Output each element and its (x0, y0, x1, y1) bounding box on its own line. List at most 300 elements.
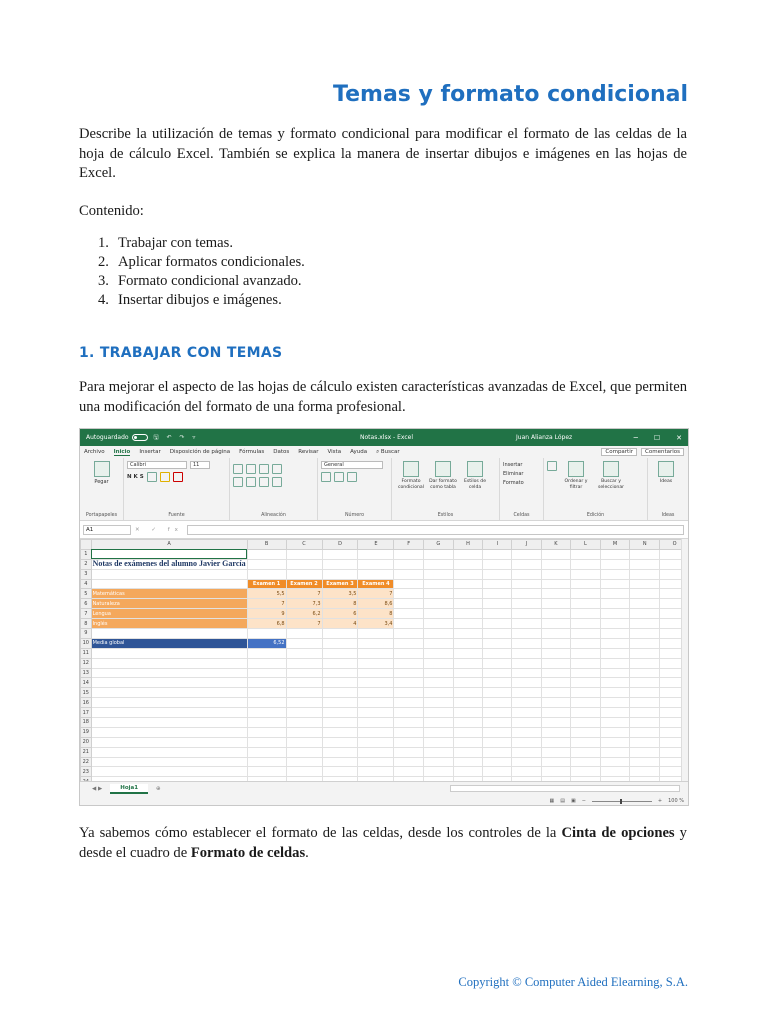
cell[interactable] (453, 767, 483, 777)
cell[interactable] (423, 559, 453, 569)
cell[interactable] (630, 559, 660, 569)
row-header[interactable]: 19 (81, 727, 92, 737)
zoom-in-icon[interactable]: + (657, 798, 663, 804)
cell[interactable] (483, 718, 512, 728)
cell[interactable] (91, 569, 247, 579)
table-row[interactable] (81, 757, 690, 767)
cell[interactable] (91, 767, 247, 777)
cell[interactable] (394, 579, 423, 589)
cell[interactable] (630, 579, 660, 589)
score-cell[interactable]: 7 (247, 599, 286, 609)
cell[interactable] (247, 698, 286, 708)
cell[interactable] (571, 757, 600, 767)
tab-disposicion[interactable]: Disposición de página (169, 449, 231, 455)
cell[interactable] (571, 727, 600, 737)
row-header[interactable]: 12 (81, 658, 92, 668)
cell[interactable] (512, 609, 541, 619)
cell[interactable] (286, 569, 322, 579)
cell[interactable] (423, 737, 453, 747)
fill-color-icon[interactable] (160, 472, 170, 482)
cell[interactable] (423, 629, 453, 639)
subject-cell[interactable]: Lengua (91, 609, 247, 619)
cell[interactable] (423, 708, 453, 718)
column-header[interactable]: F (394, 540, 423, 550)
cell[interactable] (358, 727, 394, 737)
cell[interactable] (247, 688, 286, 698)
cell[interactable] (571, 569, 600, 579)
cell[interactable] (600, 609, 630, 619)
row-header[interactable]: 8 (81, 619, 92, 629)
sheet-tab-hoja1[interactable]: Hoja1 (110, 784, 148, 794)
cell[interactable] (286, 757, 322, 767)
cell[interactable] (483, 747, 512, 757)
cell[interactable] (394, 569, 423, 579)
cell[interactable] (358, 747, 394, 757)
cell[interactable] (571, 718, 600, 728)
row-header[interactable]: 17 (81, 708, 92, 718)
cell[interactable] (358, 767, 394, 777)
cell[interactable] (322, 737, 358, 747)
cell[interactable] (512, 549, 541, 559)
table-row[interactable] (81, 619, 690, 629)
cell[interactable] (512, 668, 541, 678)
cell[interactable] (91, 737, 247, 747)
cell[interactable] (423, 619, 453, 629)
cell[interactable] (423, 747, 453, 757)
cell[interactable] (286, 708, 322, 718)
score-cell[interactable]: 5,5 (247, 589, 286, 599)
cell[interactable] (394, 747, 423, 757)
tab-datos[interactable]: Datos (273, 449, 290, 455)
find-select-button[interactable]: Buscar y seleccionar (595, 461, 627, 490)
cell[interactable] (541, 569, 571, 579)
cell[interactable] (630, 757, 660, 767)
cell[interactable] (358, 708, 394, 718)
spreadsheet-grid[interactable] (80, 539, 689, 787)
cell[interactable] (358, 629, 394, 639)
table-row[interactable] (81, 579, 690, 589)
cell[interactable] (630, 678, 660, 688)
name-box[interactable]: A1 (83, 525, 131, 535)
cell[interactable] (322, 569, 358, 579)
formula-input[interactable] (187, 525, 684, 535)
score-cell[interactable]: 3,4 (358, 619, 394, 629)
row-header[interactable]: 20 (81, 737, 92, 747)
cell[interactable] (512, 718, 541, 728)
cell[interactable] (600, 688, 630, 698)
cell[interactable] (630, 698, 660, 708)
score-cell[interactable]: 8 (358, 609, 394, 619)
cell[interactable] (394, 767, 423, 777)
cell[interactable] (512, 658, 541, 668)
cell[interactable] (453, 658, 483, 668)
tab-inicio[interactable]: Inicio (113, 448, 131, 455)
table-row[interactable] (81, 708, 690, 718)
cell[interactable] (394, 629, 423, 639)
cell[interactable] (453, 747, 483, 757)
minimize-icon[interactable]: ─ (633, 433, 638, 442)
cell[interactable] (423, 718, 453, 728)
cell[interactable] (541, 549, 571, 559)
cell[interactable] (286, 549, 322, 559)
cell[interactable] (483, 569, 512, 579)
cell[interactable] (358, 658, 394, 668)
add-sheet-icon[interactable]: ⊕ (156, 785, 161, 792)
table-row[interactable] (81, 559, 690, 569)
comments-button[interactable]: Comentarios (641, 448, 684, 456)
cell[interactable] (423, 569, 453, 579)
exam-header-cell[interactable]: Examen 2 (286, 579, 322, 589)
autosave-toggle-icon[interactable] (132, 434, 148, 441)
zoom-slider[interactable] (592, 801, 652, 802)
cell[interactable] (394, 727, 423, 737)
tab-revisar[interactable]: Revisar (298, 449, 319, 455)
number-format-select[interactable]: General (321, 461, 383, 469)
cell[interactable] (630, 619, 660, 629)
cell[interactable] (512, 638, 541, 648)
cell[interactable] (247, 747, 286, 757)
row-header[interactable]: 10 (81, 638, 92, 648)
table-row[interactable] (81, 569, 690, 579)
column-header[interactable]: K (541, 540, 571, 550)
cell[interactable] (453, 688, 483, 698)
column-header[interactable]: H (453, 540, 483, 550)
cell[interactable] (91, 678, 247, 688)
table-row[interactable] (81, 727, 690, 737)
cell[interactable] (394, 688, 423, 698)
cell[interactable] (453, 549, 483, 559)
cell[interactable] (394, 757, 423, 767)
paste-icon[interactable] (94, 461, 110, 477)
cell[interactable] (358, 638, 394, 648)
tab-vista[interactable]: Vista (327, 449, 342, 455)
font-color-icon[interactable] (173, 472, 183, 482)
cell[interactable] (358, 678, 394, 688)
cell[interactable] (630, 589, 660, 599)
cell[interactable] (322, 708, 358, 718)
cell[interactable] (630, 569, 660, 579)
cell[interactable] (483, 599, 512, 609)
row-header[interactable]: 14 (81, 678, 92, 688)
user-name[interactable]: Juan Alianza López (516, 434, 573, 441)
cell[interactable] (247, 737, 286, 747)
cell[interactable] (286, 629, 322, 639)
cell[interactable] (483, 737, 512, 747)
page-layout-icon[interactable]: ▤ (560, 798, 565, 804)
cell[interactable] (541, 767, 571, 777)
align-right-icon[interactable] (259, 477, 269, 487)
cell[interactable] (286, 737, 322, 747)
column-header[interactable]: E (358, 540, 394, 550)
column-header[interactable]: A (91, 540, 247, 550)
cell[interactable] (541, 718, 571, 728)
cell[interactable] (630, 609, 660, 619)
cell[interactable] (571, 599, 600, 609)
merge-icon[interactable] (272, 477, 282, 487)
exam-header-cell[interactable]: Examen 4 (358, 579, 394, 589)
row-header[interactable]: 3 (81, 569, 92, 579)
cell[interactable] (600, 737, 630, 747)
media-value-cell[interactable]: 6,52 (247, 638, 286, 648)
paste-button[interactable]: Pegar (94, 479, 109, 485)
cell[interactable] (91, 688, 247, 698)
cell[interactable] (394, 549, 423, 559)
cell[interactable] (358, 688, 394, 698)
border-icon[interactable] (147, 472, 157, 482)
row-header[interactable]: 1 (81, 549, 92, 559)
cell[interactable] (322, 668, 358, 678)
table-row[interactable] (81, 589, 690, 599)
cell[interactable] (512, 559, 541, 569)
cell[interactable] (512, 727, 541, 737)
cell[interactable] (247, 668, 286, 678)
row-header[interactable]: 11 (81, 648, 92, 658)
autosum-icon[interactable] (547, 461, 557, 471)
autosave[interactable]: Autoguardado (86, 434, 148, 441)
cell[interactable] (453, 629, 483, 639)
cell[interactable] (91, 727, 247, 737)
column-header[interactable]: C (286, 540, 322, 550)
cell[interactable] (322, 767, 358, 777)
cell[interactable] (512, 629, 541, 639)
cell[interactable] (322, 727, 358, 737)
cell[interactable] (453, 668, 483, 678)
exam-header-cell[interactable]: Examen 1 (247, 579, 286, 589)
ideas-button[interactable]: Ideas (651, 461, 681, 485)
cell[interactable] (453, 619, 483, 629)
cell[interactable] (423, 579, 453, 589)
cell[interactable] (512, 569, 541, 579)
cell[interactable] (541, 619, 571, 629)
cell[interactable] (483, 579, 512, 589)
cell[interactable] (483, 727, 512, 737)
cell[interactable] (600, 569, 630, 579)
cell[interactable] (571, 629, 600, 639)
cell[interactable] (512, 579, 541, 589)
table-row[interactable] (81, 737, 690, 747)
cell[interactable] (423, 638, 453, 648)
subject-cell[interactable]: Matemáticas (91, 589, 247, 599)
cell[interactable] (541, 688, 571, 698)
cell[interactable] (571, 579, 600, 589)
cell[interactable] (358, 737, 394, 747)
cell[interactable] (394, 718, 423, 728)
cell[interactable] (512, 648, 541, 658)
cell[interactable] (453, 757, 483, 767)
sheet-body[interactable] (81, 549, 690, 786)
exam-header-cell[interactable]: Examen 3 (322, 579, 358, 589)
cell[interactable] (453, 737, 483, 747)
normal-view-icon[interactable]: ▦ (549, 798, 555, 804)
cell[interactable] (394, 737, 423, 747)
column-header[interactable]: M (600, 540, 630, 550)
page-break-icon[interactable]: ▣ (570, 798, 576, 804)
maximize-icon[interactable]: ☐ (653, 433, 661, 442)
cell[interactable] (512, 747, 541, 757)
cell[interactable] (483, 629, 512, 639)
cell[interactable] (571, 737, 600, 747)
cell[interactable] (600, 708, 630, 718)
cell[interactable] (541, 757, 571, 767)
cell[interactable] (394, 589, 423, 599)
cell[interactable] (512, 688, 541, 698)
cell[interactable] (600, 718, 630, 728)
cell[interactable] (483, 589, 512, 599)
cell[interactable] (394, 708, 423, 718)
cell[interactable] (91, 698, 247, 708)
cell[interactable] (453, 678, 483, 688)
cell[interactable] (571, 549, 600, 559)
cell[interactable] (453, 727, 483, 737)
cell[interactable] (571, 678, 600, 688)
cell[interactable] (394, 678, 423, 688)
font-size-select[interactable]: 11 (190, 461, 210, 469)
score-cell[interactable]: 9 (247, 609, 286, 619)
cell[interactable] (322, 747, 358, 757)
close-icon[interactable]: ✕ (676, 433, 682, 442)
cell[interactable] (600, 767, 630, 777)
cell[interactable] (358, 569, 394, 579)
cell[interactable] (91, 668, 247, 678)
cell[interactable] (322, 718, 358, 728)
cell[interactable] (630, 549, 660, 559)
cell[interactable] (91, 658, 247, 668)
cell[interactable] (453, 708, 483, 718)
cell[interactable] (571, 648, 600, 658)
cell[interactable] (322, 638, 358, 648)
cell[interactable] (247, 549, 286, 559)
cell[interactable] (483, 638, 512, 648)
cell[interactable] (91, 629, 247, 639)
tab-archivo[interactable]: Archivo (84, 449, 105, 455)
horizontal-scrollbar[interactable] (450, 785, 680, 792)
cell[interactable] (394, 638, 423, 648)
cell[interactable] (322, 688, 358, 698)
tab-insertar[interactable]: Insertar (139, 449, 161, 455)
cell[interactable] (512, 757, 541, 767)
row-header[interactable]: 21 (81, 747, 92, 757)
cell[interactable] (453, 648, 483, 658)
cell[interactable] (512, 767, 541, 777)
cell[interactable] (630, 727, 660, 737)
cell[interactable] (91, 579, 247, 589)
cell[interactable] (423, 688, 453, 698)
score-cell[interactable]: 7 (286, 589, 322, 599)
cell[interactable] (571, 658, 600, 668)
cell[interactable] (286, 648, 322, 658)
cell[interactable] (322, 757, 358, 767)
cell[interactable] (322, 559, 358, 569)
align-top-icon[interactable] (233, 464, 243, 474)
cell[interactable] (247, 559, 286, 569)
score-cell[interactable]: 6,2 (286, 609, 322, 619)
cell[interactable] (286, 658, 322, 668)
tab-formulas[interactable]: Fórmulas (239, 449, 265, 455)
cell[interactable] (600, 747, 630, 757)
tab-ayuda[interactable]: Ayuda (350, 449, 368, 455)
column-header[interactable]: J (512, 540, 541, 550)
cell[interactable] (541, 559, 571, 569)
cell[interactable] (571, 589, 600, 599)
cell[interactable] (247, 727, 286, 737)
cell[interactable] (453, 579, 483, 589)
row-header[interactable]: 23 (81, 767, 92, 777)
cell[interactable] (630, 638, 660, 648)
cell[interactable] (247, 757, 286, 767)
cell[interactable] (247, 678, 286, 688)
cell[interactable] (600, 648, 630, 658)
row-header[interactable]: 6 (81, 599, 92, 609)
cell[interactable] (286, 727, 322, 737)
cell[interactable] (91, 747, 247, 757)
cell[interactable] (358, 718, 394, 728)
cell[interactable] (541, 658, 571, 668)
cell[interactable] (358, 648, 394, 658)
insert-cells-button[interactable]: Insertar (503, 462, 523, 468)
cell[interactable] (512, 599, 541, 609)
cell[interactable] (453, 638, 483, 648)
cell[interactable] (600, 658, 630, 668)
cell[interactable] (247, 629, 286, 639)
score-cell[interactable]: 8 (322, 599, 358, 609)
cell[interactable] (483, 549, 512, 559)
cell[interactable] (483, 698, 512, 708)
cell[interactable] (571, 619, 600, 629)
cell[interactable] (394, 668, 423, 678)
cell[interactable] (483, 668, 512, 678)
cell[interactable] (512, 737, 541, 747)
cell[interactable] (423, 727, 453, 737)
share-button[interactable]: Compartir (601, 448, 637, 456)
align-middle-icon[interactable] (246, 464, 256, 474)
cell[interactable] (630, 718, 660, 728)
cell[interactable] (600, 678, 630, 688)
cell[interactable] (91, 549, 247, 559)
cell[interactable] (423, 678, 453, 688)
cell[interactable] (453, 698, 483, 708)
score-cell[interactable]: 3,5 (322, 589, 358, 599)
column-header[interactable]: B (247, 540, 286, 550)
table-row[interactable] (81, 609, 690, 619)
cell[interactable] (247, 648, 286, 658)
score-cell[interactable]: 7 (286, 619, 322, 629)
cell[interactable] (322, 648, 358, 658)
cell[interactable] (541, 579, 571, 589)
cell[interactable] (423, 757, 453, 767)
cell[interactable] (286, 688, 322, 698)
score-cell[interactable]: 8,6 (358, 599, 394, 609)
row-header[interactable]: 4 (81, 579, 92, 589)
table-row[interactable] (81, 599, 690, 609)
cell[interactable] (394, 658, 423, 668)
cell[interactable] (483, 609, 512, 619)
cell[interactable] (358, 559, 394, 569)
cell[interactable] (512, 678, 541, 688)
cell[interactable] (394, 609, 423, 619)
cell[interactable] (630, 648, 660, 658)
cell[interactable] (630, 737, 660, 747)
cell[interactable] (600, 668, 630, 678)
cell[interactable] (541, 708, 571, 718)
align-bottom-icon[interactable] (259, 464, 269, 474)
wrap-text-icon[interactable] (272, 464, 282, 474)
cell[interactable] (286, 698, 322, 708)
media-label-cell[interactable]: Media global (91, 638, 247, 648)
score-cell[interactable]: 7 (358, 589, 394, 599)
cell[interactable] (286, 747, 322, 757)
cell[interactable] (512, 619, 541, 629)
font-style-buttons[interactable]: N K S (127, 474, 144, 480)
